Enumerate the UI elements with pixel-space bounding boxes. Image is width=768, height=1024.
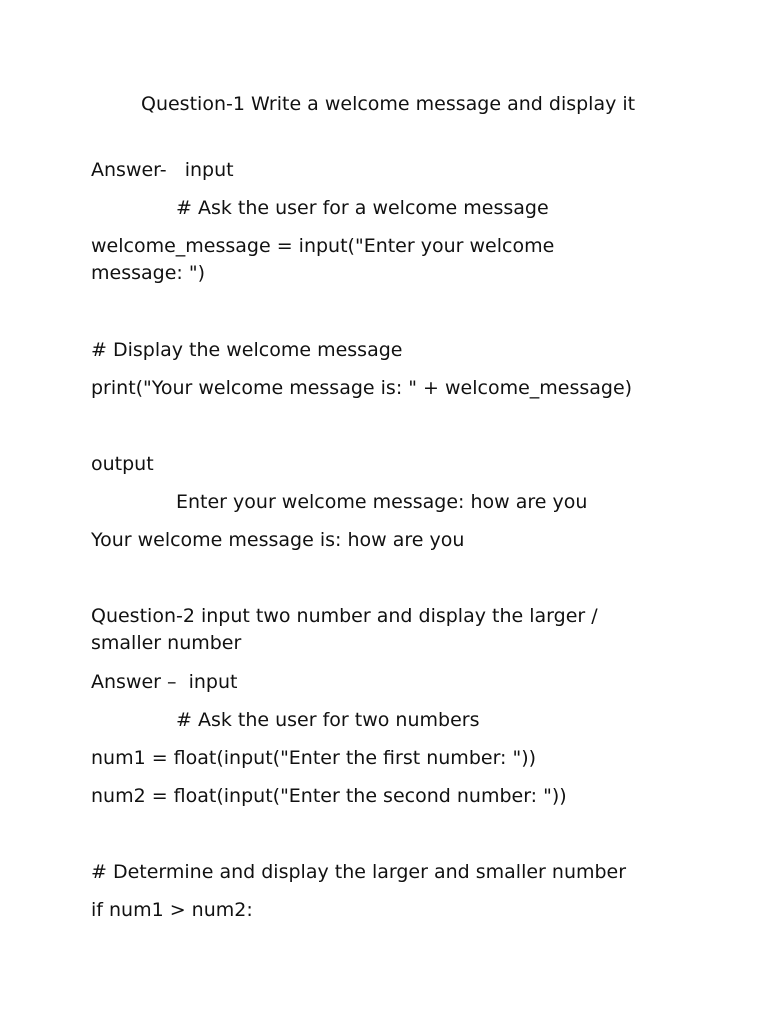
question-2-comment-ask: # Ask the user for two numbers [176, 709, 480, 731]
question-2-code-num2: num2 = float(input("Enter the second number: ")) [91, 785, 567, 807]
question-1-output-line-1: Enter your welcome message: how are you [176, 491, 588, 513]
question-2-comment-determine: # Determine and display the larger and smaller number [91, 861, 627, 883]
question-2-code-num1: num1 = float(input("Enter the first number: ")) [91, 747, 537, 769]
question-1-output-label: output [91, 453, 154, 475]
question-1-comment-display: # Display the welcome message [91, 339, 403, 361]
question-2-answer-label: Answer – input [91, 671, 238, 693]
question-1-code-print: print("Your welcome message is: " + welcome_message) [91, 377, 633, 399]
question-1-output-line-2: Your welcome message is: how are you [91, 529, 465, 551]
question-2-code-if: if num1 > num2: [91, 899, 253, 921]
question-1-comment-ask: # Ask the user for a welcome message [176, 197, 549, 219]
question-2-title: Question-2 input two number and display the larger / smaller number [91, 605, 598, 654]
question-1-code-input: welcome_message = input("Enter your welcome message: ") [91, 235, 555, 284]
question-1-answer-label: Answer- input [91, 159, 234, 181]
question-1-title: Question-1 Write a welcome message and display it [141, 93, 636, 115]
